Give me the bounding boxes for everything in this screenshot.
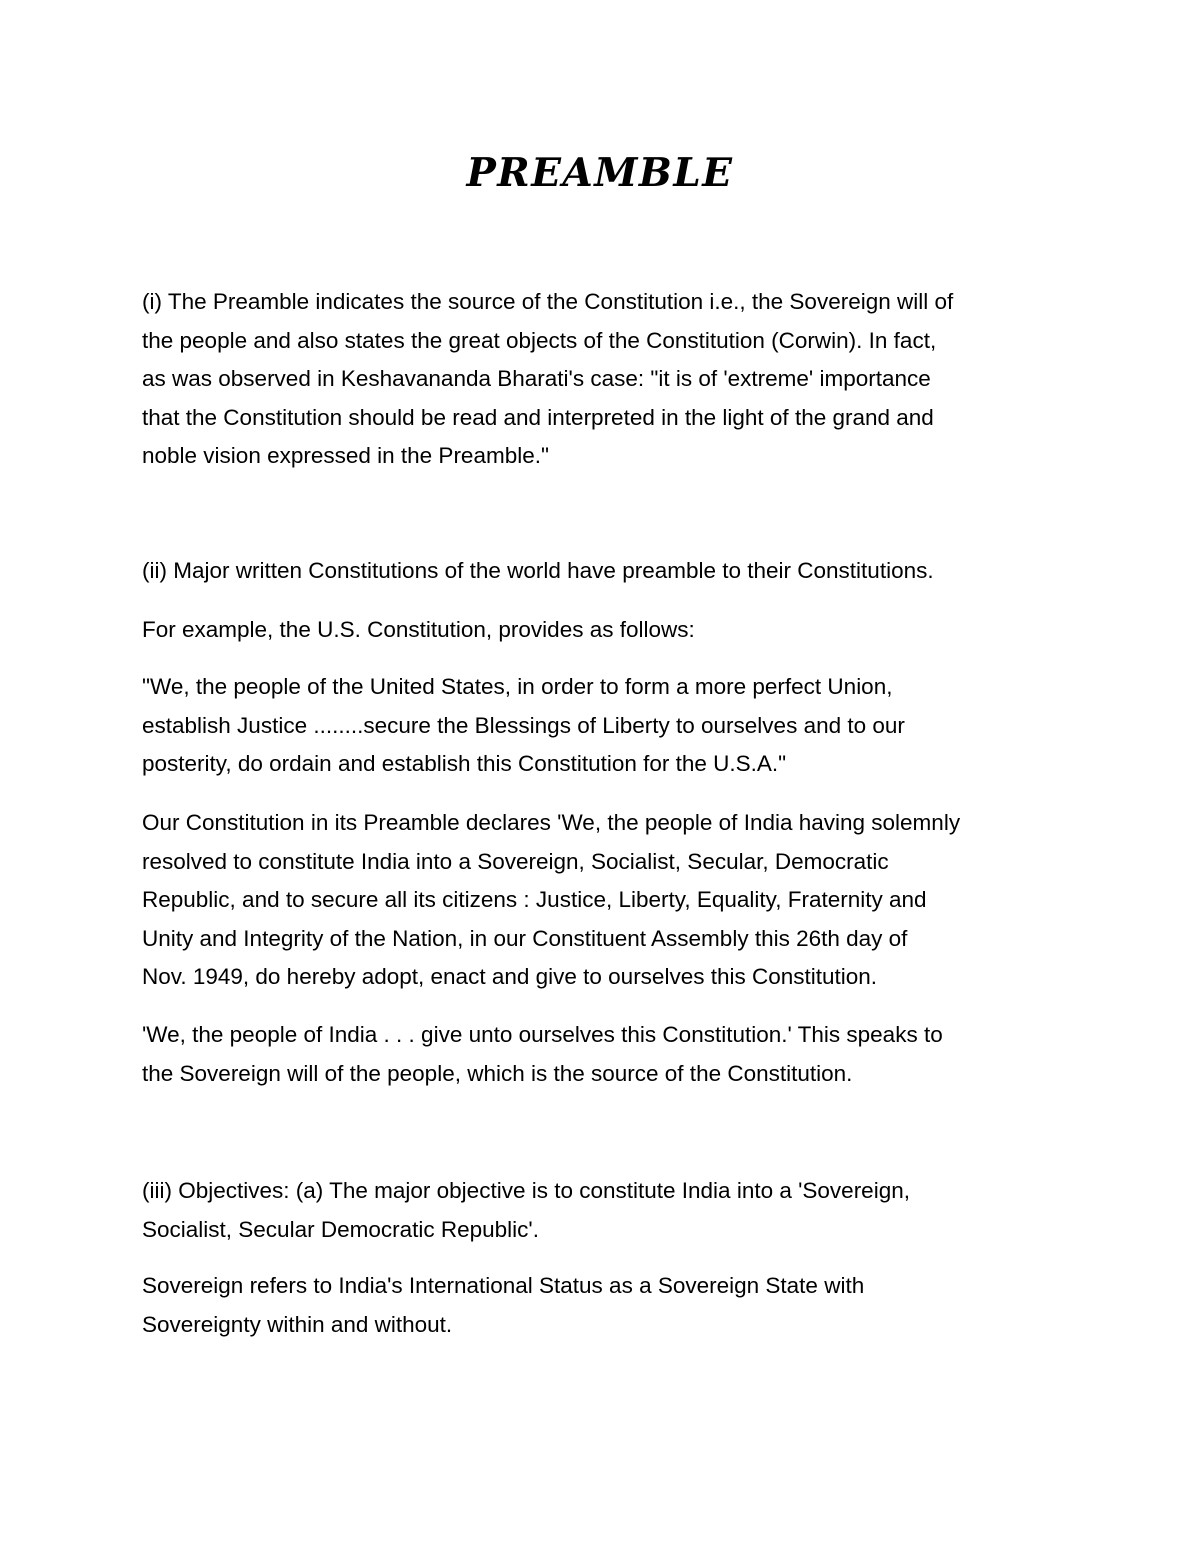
text-line: Sovereignty within and without. xyxy=(142,1311,453,1337)
text-line: the Sovereign will of the people, which is the source of the Constitution. xyxy=(142,1060,853,1086)
paragraph-people-of-india xyxy=(142,1016,1072,1093)
page-title: PREAMBLE xyxy=(466,150,734,196)
paragraph-example-intro xyxy=(142,611,1072,650)
text-line: Sovereign refers to India's International Status as a Sovereign State with xyxy=(142,1273,865,1298)
text-line: Nov. 1949, do hereby adopt, enact and give to ourselves this Constitution. xyxy=(142,964,878,989)
text-line: Our Constitution in its Preamble declares 'We, the people of India having solemnly xyxy=(142,810,961,835)
text-line: 'We, the people of India . . . give unto ourselves this Constitution.' This speaks to xyxy=(142,1022,943,1047)
text-line: Republic, and to secure all its citizens : Justice, Liberty, Equality, Fraternity and xyxy=(142,887,927,912)
text-line: noble vision expressed in the Preamble." xyxy=(142,443,549,468)
text-line: the people and also states the great objects of the Constitution (Corwin). In fact, xyxy=(142,327,937,353)
paragraph-iii xyxy=(142,1172,1072,1249)
text-line: Unity and Integrity of the Nation, in our Constituent Assembly this 26th day of xyxy=(142,925,908,951)
paragraph-ii xyxy=(142,552,1072,591)
paragraph-sovereign xyxy=(142,1267,1072,1344)
text-line: (i) The Preamble indicates the source of the Constitution i.e., the Sovereign will of xyxy=(142,289,954,314)
paragraph-i xyxy=(142,283,1072,476)
text-line: "We, the people of the United States, in order to form a more perfect Union, xyxy=(142,674,893,699)
text-line: establish Justice ........secure the Blessings of Liberty to ourselves and to our xyxy=(142,712,905,738)
text-line: For example, the U.S. Constitution, provides as follows: xyxy=(142,617,695,642)
text-line: resolved to constitute India into a Sovereign, Socialist, Secular, Democratic xyxy=(142,848,889,874)
paragraph-india-preamble xyxy=(142,804,1072,997)
text-line: as was observed in Keshavananda Bharati's case: "it is of 'extreme' importance xyxy=(142,366,931,391)
text-line: (ii) Major written Constitutions of the world have preamble to their Constitutions. xyxy=(142,558,934,583)
text-line: Socialist, Secular Democratic Republic'. xyxy=(142,1216,539,1242)
text-line: that the Constitution should be read and interpreted in the light of the grand and xyxy=(142,404,934,430)
text-line: posterity, do ordain and establish this Constitution for the U.S.A." xyxy=(142,751,787,776)
paragraph-us-quote xyxy=(142,668,1072,784)
text-line: (iii) Objectives: (a) The major objective is to constitute India into a 'Sovereign, xyxy=(142,1178,910,1203)
